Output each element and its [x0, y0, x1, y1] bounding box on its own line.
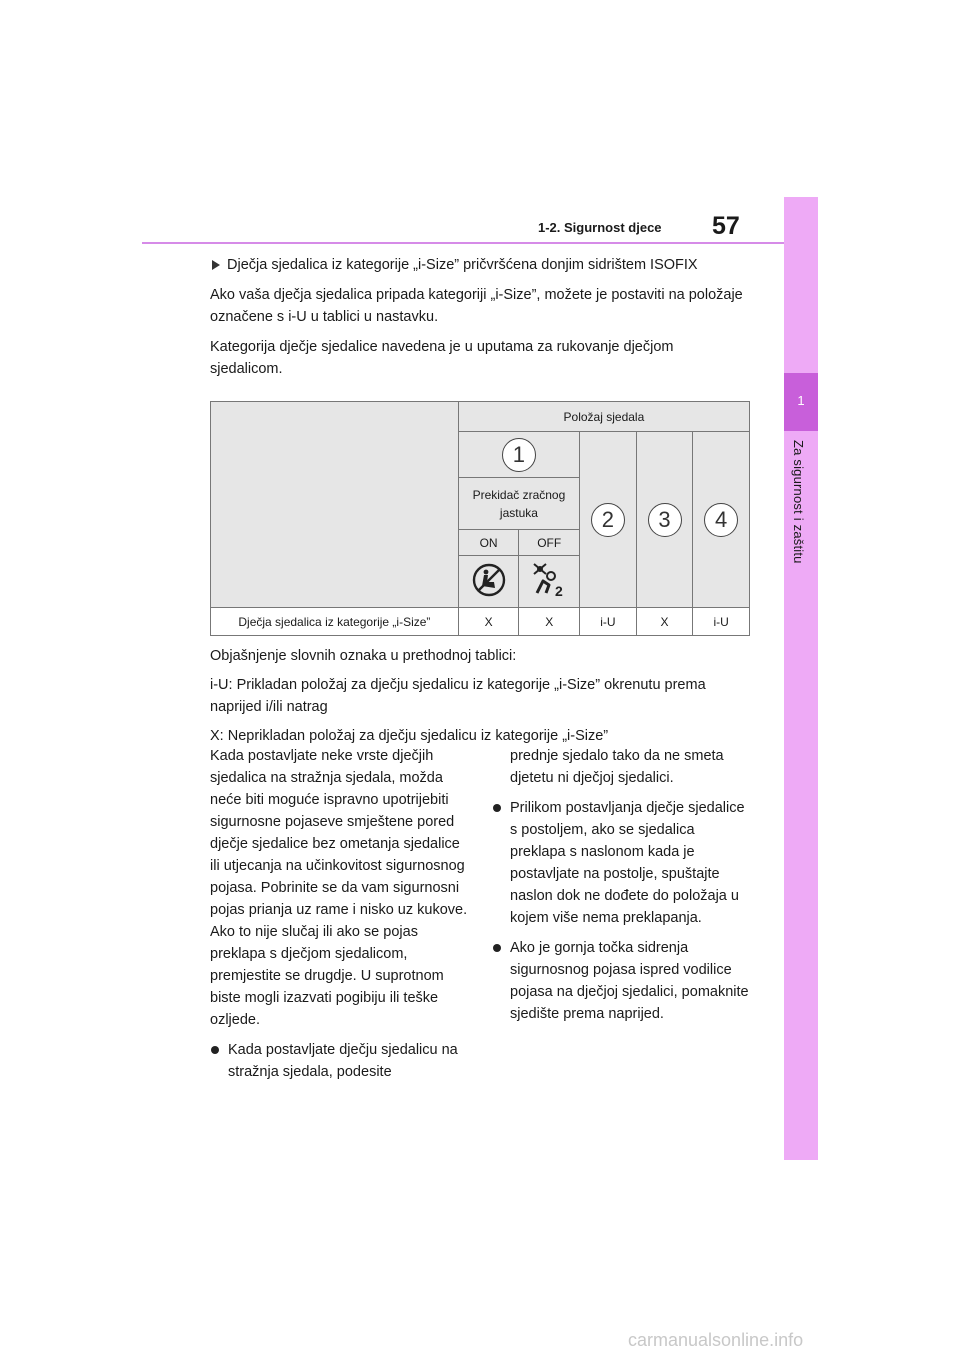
- intro-heading: Dječja sjedalica iz kategorije „i-Size” pričvršćena donjim sidrištem ISOFIX: [210, 254, 750, 276]
- seat-position-2: [580, 432, 637, 608]
- intro-section: [210, 254, 750, 388]
- left-column: [210, 745, 472, 1091]
- seat-position-header: Položaj sjedala: [458, 402, 749, 432]
- bullet-item-1: Kada postavljate dječju sjedalicu na stražnja sjedala, podesite: [210, 1039, 472, 1083]
- table-row-label: Dječja sjedalica iz kategorije „i-Size”: [211, 608, 459, 636]
- bullet-item-1-continuation: prednje sjedalo tako da ne smeta djetetu ni dječjoj sjedalici.: [510, 748, 724, 786]
- table-legend: [210, 645, 750, 754]
- airbag-off-icon-cell: [519, 556, 580, 608]
- right-column: [492, 745, 754, 1033]
- table-empty-header-cell: [211, 402, 459, 608]
- chapter-number: 1: [797, 393, 805, 408]
- left-column-paragraph: Kada postavljate neke vrste dječjih sjedalica na stražnja sjedala, možda neće biti moguće ispravno upotrijebiti sigurnosne pojaseve smještene pored dječje sjedalice bez ometanja sjedalice ili utjecanja na učinkovitost sigurnosnog pojasa. Pobrinite se da vam sigurnosni pojas prianja uz rame i nisko uz kukove. Ako to nije slučaj ili ako se pojas preklapa s dječjom sjedalicom, premjestite se drugdje. U suprotnom biste mogli izazvati pogibiju ili teške ozljede.: [210, 748, 468, 1028]
- chapter-title: Za sigurnost i zaštitu: [791, 440, 806, 564]
- legend-title: Objašnjenje slovnih oznaka u prethodnoj tablici:: [210, 648, 517, 664]
- watermark: carmanualsonline.info: [628, 1330, 804, 1350]
- airbag-switch-header: Prekidač zračnog jastuka: [458, 478, 579, 530]
- bullet-item-3: Ako je gornja točka sidrenja sigurnosnog pojasa ispred vodilice pojasa na dječjoj sjedalici, pomaknite sjedište prema naprijed.: [492, 937, 754, 1025]
- table-cell: X: [636, 608, 693, 636]
- seat-position-4: [693, 432, 750, 608]
- passenger-airbag-crossed-icon: [529, 561, 569, 599]
- table-cell: i-U: [693, 608, 750, 636]
- page-number: 57: [712, 212, 740, 240]
- seat-position-2-icon: 2: [591, 503, 625, 537]
- seat-position-1: [458, 432, 579, 478]
- intro-paragraph-2: Kategorija dječje sjedalice navedena je u uputama za rukovanje dječjom sjedalicom.: [210, 339, 674, 377]
- table-cell: X: [519, 608, 580, 636]
- legend-x: X: Neprikladan položaj za dječju sjedalicu iz kategorije „i-Size”: [210, 728, 609, 744]
- section-title: 1-2. Sigurnost djece: [538, 220, 662, 235]
- seat-position-1-icon: 1: [502, 438, 536, 472]
- bullet-item-2: Prilikom postavljanja dječje sjedalice s postoljem, ako se sjedalica preklapa s naslonom kada je postavljate na postolje, spuštajte naslon dok ne dođete do položaja u kojem više nema preklapanja.: [492, 797, 754, 929]
- table-cell: i-U: [580, 608, 637, 636]
- header-divider: [142, 242, 784, 244]
- table-cell: X: [458, 608, 519, 636]
- airbag-on-header: ON: [458, 530, 519, 556]
- airbag-on-icon-cell: [458, 556, 519, 608]
- seat-position-3: [636, 432, 693, 608]
- svg-text:2: 2: [555, 583, 563, 599]
- airbag-off-icon: [472, 563, 506, 597]
- seat-position-4-icon: 4: [704, 503, 738, 537]
- seat-position-3-icon: 3: [648, 503, 682, 537]
- legend-iu: i-U: Prikladan položaj za dječju sjedalicu iz kategorije „i-Size” okrenutu prema naprijed i/ili natrag: [210, 677, 706, 715]
- airbag-off-header: OFF: [519, 530, 580, 556]
- chapter-side-tab: [784, 197, 818, 1160]
- seating-position-table: [210, 401, 750, 636]
- intro-paragraph-1: Ako vaša dječja sjedalica pripada kategoriji „i-Size”, možete je postaviti na položaje označene s i-U u tablici u nastavku.: [210, 287, 743, 325]
